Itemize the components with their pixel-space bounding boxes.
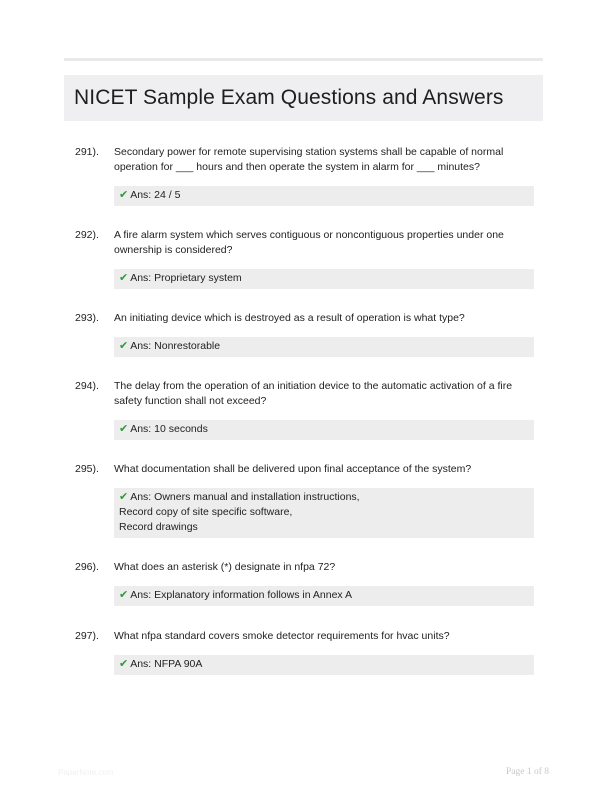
answer-text: Ans: Nonrestorable [130,340,221,352]
question-item [75,379,535,440]
question-row [75,560,535,575]
question-number: 296). [75,561,99,573]
check-icon: ✔ [119,658,129,670]
question-item [75,629,535,675]
question-row [75,145,535,175]
page-title: NICET Sample Exam Questions and Answers [74,86,504,109]
question-number: 297). [75,630,99,642]
answer-box [114,586,534,606]
check-icon: ✔ [119,340,129,352]
question-row [75,462,535,477]
check-icon: ✔ [119,589,129,601]
footer-watermark: PaperNote.com [58,768,114,777]
check-icon: ✔ [119,491,129,503]
answer-box [114,420,534,440]
answer-line: Record copy of site specific software, [119,506,293,518]
check-icon: ✔ [119,423,129,435]
question-item [75,145,535,206]
title-bar [64,75,543,121]
answer-text: Ans: Owners manual and installation instructions, [130,491,360,503]
answer-box [114,269,534,289]
answer-box [114,186,534,206]
top-divider [64,58,543,61]
question-item [75,311,535,357]
question-number: 294). [75,380,99,392]
question-text: What nfpa standard covers smoke detector requirements for hvac units? [114,630,450,642]
question-row [75,311,535,326]
answer-box [114,337,534,357]
question-number: 293). [75,312,99,324]
question-item [75,560,535,606]
question-row [75,629,535,644]
answer-text: Ans: Explanatory information follows in Annex A [130,589,353,601]
question-text: What does an asterisk (*) designate in nfpa 72? [114,561,336,573]
question-text: What documentation shall be delivered upon final acceptance of the system? [114,463,472,475]
answer-text: Ans: NFPA 90A [130,658,203,670]
question-number: 292). [75,229,99,241]
answer-text: Ans: 10 seconds [130,423,208,435]
question-row [75,379,535,409]
question-number: 291). [75,146,99,158]
answer-line: Record drawings [119,521,198,533]
check-icon: ✔ [119,189,129,201]
check-icon: ✔ [119,272,129,284]
answer-box [114,655,534,675]
question-item [75,228,535,289]
answer-line [119,490,529,505]
question-text: An initiating device which is destroyed as a result of operation is what type? [114,312,465,324]
answer-text: Ans: Proprietary system [130,272,242,284]
question-text: A fire alarm system which serves contiguous or noncontiguous properties under one ownership is considered? [114,229,504,256]
question-row [75,228,535,258]
answer-box [114,488,534,538]
answer-text: Ans: 24 / 5 [130,189,181,201]
page-indicator: Page 1 of 8 [505,767,549,777]
question-number: 295). [75,463,99,475]
question-item [75,462,535,538]
question-text: Secondary power for remote supervising station systems shall be capable of normal operation for ___ hours and then operate the system in alarm for ___ minutes? [114,146,504,173]
question-text: The delay from the operation of an initiation device to the automatic activation of a fire safety function shall not exceed? [114,380,513,407]
